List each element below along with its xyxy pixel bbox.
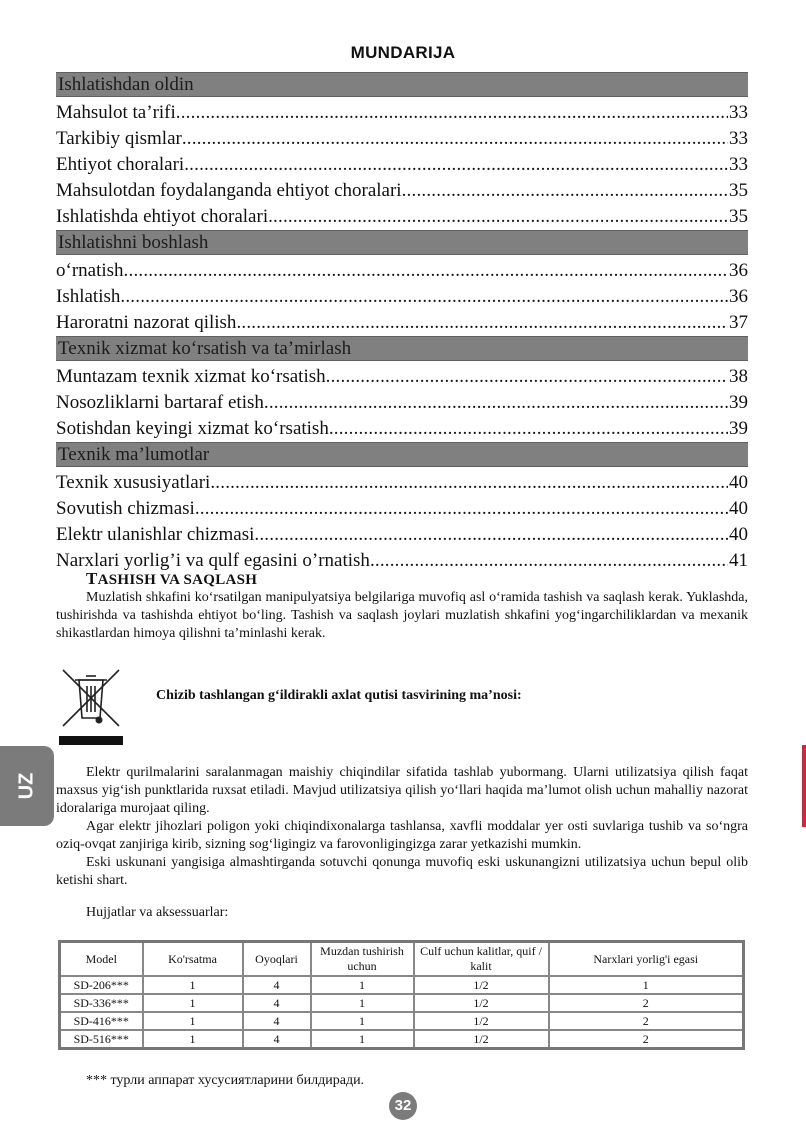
toc-section-header: Texnik xizmat ko‘rsatish va ta’mirlash xyxy=(56,336,748,361)
toc-section-header: Ishlatishdan oldin xyxy=(56,72,748,97)
toc-entry[interactable] xyxy=(56,364,748,390)
toc-entry[interactable] xyxy=(56,390,748,416)
table-cell: SD-206*** xyxy=(60,976,143,994)
toc-entry-text: Ishlatishda ehtiyot choralari xyxy=(56,206,269,227)
toc-entry[interactable] xyxy=(56,470,748,496)
toc-entry-page: 41 xyxy=(729,550,748,571)
toc-entry[interactable] xyxy=(56,152,748,178)
table-cell: 1 xyxy=(311,1030,414,1049)
toc-entry[interactable] xyxy=(56,100,748,126)
transport-section xyxy=(56,570,748,643)
table-cell: 1 xyxy=(143,1030,243,1049)
toc-entry[interactable] xyxy=(56,416,748,442)
table-cell: 1/2 xyxy=(414,1012,549,1030)
table-cell: 1/2 xyxy=(414,994,549,1012)
page-number: 32 xyxy=(389,1092,417,1120)
disposal-section xyxy=(56,764,748,890)
table-cell: 1 xyxy=(143,976,243,994)
table-header: Narxlari yorlig'i egasi xyxy=(549,942,744,977)
table-cell: 4 xyxy=(243,994,311,1012)
table-cell: 1 xyxy=(549,976,744,994)
table-cell: 1 xyxy=(311,1012,414,1030)
table-row xyxy=(60,1030,744,1049)
toc-entry-page: 35 xyxy=(729,206,748,227)
table-cell: 1 xyxy=(311,994,414,1012)
toc-entry[interactable] xyxy=(56,284,748,310)
toc-entry-page: 33 xyxy=(729,128,748,149)
toc-entry-text: o‘rnatish xyxy=(56,260,124,281)
toc-entry-page: 37 xyxy=(729,312,748,333)
toc-entry[interactable] xyxy=(56,204,748,230)
disposal-paragraph: Elektr qurilmalarini saralanmagan maishiy chiqindilar sifatida tashlab yubormang. Ularni utilizatsiya qilish faqat maxsus yig‘ish punktlarida ruxsat etiladi. Mavjud utilizatsiya qilish yo‘llari haqida ma’lumot olish uchun mahalliy nazorat idoralariga murojaat qiling. xyxy=(56,765,748,816)
toc-entry[interactable] xyxy=(56,496,748,522)
documents-label: Hujjatlar va aksessuarlar: xyxy=(86,905,229,920)
toc-entry-text: Haroratni nazorat qilish xyxy=(56,312,237,333)
toc-entry[interactable] xyxy=(56,522,748,548)
transport-heading: TASHISH VA SAQLASH xyxy=(86,569,258,588)
toc-entry[interactable] xyxy=(56,310,748,336)
toc-entry-text: Ishlatish xyxy=(56,286,121,307)
crossed-out-wheelie-bin-icon xyxy=(57,666,125,746)
page-title: MUNDARIJA xyxy=(350,43,456,62)
table-header: Oyoqlari xyxy=(243,942,311,977)
toc-entry-page: 36 xyxy=(729,286,748,307)
toc-entry-page: 40 xyxy=(729,524,748,545)
toc-entry-page: 38 xyxy=(729,366,748,387)
table-cell: 1/2 xyxy=(414,976,549,994)
toc-entry[interactable] xyxy=(56,178,748,204)
toc-entry-page: 40 xyxy=(729,472,748,493)
toc-section-header: Ishlatishni boshlash xyxy=(56,230,748,255)
table-row xyxy=(60,1012,744,1030)
table-row xyxy=(60,994,744,1012)
table-header: Muzdan tushirish uchun xyxy=(311,942,414,977)
toc-entry-text: Mahsulotdan foydalanganda ehtiyot choralari xyxy=(56,180,402,201)
table-cell: 4 xyxy=(243,1012,311,1030)
table-header-row xyxy=(60,942,744,977)
table-cell: SD-336*** xyxy=(60,994,143,1012)
toc-entry[interactable] xyxy=(56,126,748,152)
toc-section-header: Texnik ma’lumotlar xyxy=(56,442,748,467)
table-cell: 1 xyxy=(143,1012,243,1030)
toc-entry-text: Narxlari yorlig’i va qulf egasini o’rnatish xyxy=(56,550,370,571)
toc-entry-text: Nosozliklarni bartaraf etish xyxy=(56,392,264,413)
toc-entry[interactable] xyxy=(56,258,748,284)
weee-caption: Chizib tashlangan g‘ildirakli axlat qutisi tasvirining ma’nosi: xyxy=(156,688,522,703)
toc-entry-page: 35 xyxy=(729,180,748,201)
toc-entry-page: 33 xyxy=(729,154,748,175)
toc-entry-text: Sotishdan keyingi xizmat ko‘rsatish xyxy=(56,418,329,439)
toc-entry-page: 39 xyxy=(729,392,748,413)
toc-entry-text: Texnik xususiyatlari xyxy=(56,472,211,493)
language-tab xyxy=(0,746,54,826)
toc-entry-text: Sovutish chizmasi xyxy=(56,498,195,519)
language-tab-label: UZ xyxy=(15,772,38,800)
toc-entry-text: Mahsulot ta’rifi xyxy=(56,102,176,123)
table-cell: SD-416*** xyxy=(60,1012,143,1030)
toc-entry-page: 36 xyxy=(729,260,748,281)
toc-entry-text: Tarkibiy qismlar xyxy=(56,128,182,149)
toc-entry-page: 33 xyxy=(729,102,748,123)
transport-paragraph: Muzlatish shkafini ko‘rsatilgan manipulyatsiya belgilariga muvofiq asl o‘ramida tashish va saqlash kerak. Yuklashda, tushirishda va tashishda ehtiyot bo‘ling. Tashish va saqlash joylari muzlatish shkafini yog‘ingarchiliklardan va mexanik shikastlardan himoya qilishni ta’minlashi kerak. xyxy=(56,590,748,641)
table-of-contents xyxy=(56,72,748,574)
table-row xyxy=(60,976,744,994)
table-cell: SD-516*** xyxy=(60,1030,143,1049)
edge-marker xyxy=(802,745,806,827)
table-cell: 2 xyxy=(549,1012,744,1030)
table-cell: 4 xyxy=(243,976,311,994)
table-header: Culf uchun kalitlar, quif / kalit xyxy=(414,942,549,977)
table-cell: 1 xyxy=(143,994,243,1012)
footnote: *** турли аппарат хусусиятларини билдиради. xyxy=(86,1073,365,1088)
table-cell: 2 xyxy=(549,1030,744,1049)
table-header: Model xyxy=(60,942,143,977)
accessories-table xyxy=(58,940,745,1050)
table-cell: 2 xyxy=(549,994,744,1012)
toc-entry-text: Muntazam texnik xizmat ko‘rsatish xyxy=(56,366,326,387)
toc-entry-text: Ehtiyot choralari xyxy=(56,154,185,175)
table-header: Ko'rsatma xyxy=(143,942,243,977)
toc-entry-page: 40 xyxy=(729,498,748,519)
disposal-paragraph: Eski uskunani yangisiga almashtirganda sotuvchi qonunga muvofiq eski uskunangizni utilizatsiya uchun bepul olib ketishi shart. xyxy=(56,855,748,888)
table-cell: 4 xyxy=(243,1030,311,1049)
disposal-paragraph: Agar elektr jihozlari poligon yoki chiqindixonalarga tashlansa, xavfli moddalar yer osti suvlariga tushib va so‘ngra oziq-ovqat zanjiriga kirib, sizning sog‘ligingiz va farovonligingizga zarar yetkazishi mumkin. xyxy=(56,819,748,852)
table-cell: 1/2 xyxy=(414,1030,549,1049)
toc-entry-text: Elektr ulanishlar chizmasi xyxy=(56,524,255,545)
toc-entry-page: 39 xyxy=(729,418,748,439)
table-cell: 1 xyxy=(311,976,414,994)
